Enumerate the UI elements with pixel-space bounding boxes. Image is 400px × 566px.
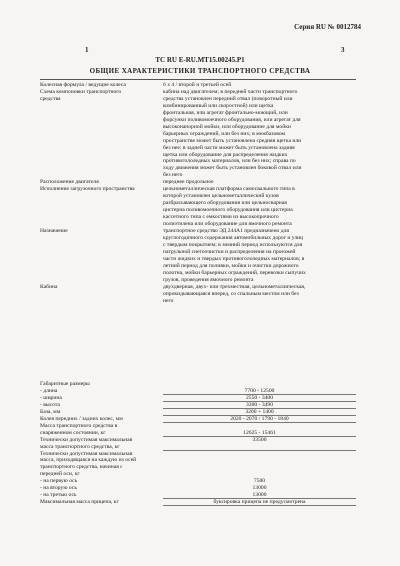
spec-label-line: - ширина xyxy=(40,394,62,401)
spec-row xyxy=(40,388,356,395)
characteristic-row xyxy=(40,228,356,284)
spec-label xyxy=(40,416,163,423)
value-line: цистерна поливомоечного оборудования или цистерна xyxy=(163,207,293,214)
spec-value-line: буксировка прицепа не предусмотрена xyxy=(213,499,306,506)
spec-label-line: Колея передних / задних колес, мм xyxy=(40,415,123,422)
spec-label xyxy=(40,409,163,416)
spec-label xyxy=(40,381,163,388)
spec-label-line: снаряженном состоянии, кг xyxy=(40,429,106,436)
spec-row xyxy=(40,499,356,506)
value-line: которой установлен цельнометаллический кузов xyxy=(163,193,279,200)
spec-label-line: - длина xyxy=(40,387,58,394)
value-line: высоконапорной мойки, или оборудование для мойки xyxy=(163,123,291,130)
spec-label-line: - высота xyxy=(40,401,60,408)
characteristic-label xyxy=(40,284,163,305)
spec-value xyxy=(163,388,356,395)
characteristic-value xyxy=(163,89,356,179)
spec-label-line: Габаритные размеры xyxy=(40,381,90,387)
spec-label-line: Технически допустимая максимальная xyxy=(40,450,133,457)
spec-row xyxy=(40,485,356,492)
value-line: летний период для поливки, мойки и очистки дорожного xyxy=(163,262,299,269)
value-line: без него xyxy=(163,172,183,179)
value-line: двухдверная, двух- или трехместная, цельнометаллическая, xyxy=(163,283,306,290)
spec-label-line: масса, приходящаяся на каждую из осей xyxy=(40,457,137,464)
spec-value xyxy=(163,485,356,492)
characteristic-row xyxy=(40,89,356,179)
spec-label-line: транспортного средства, начиная с xyxy=(40,464,123,471)
spec-value xyxy=(163,437,356,451)
value-line: барьерных ограждений, или без них; в межбазовом xyxy=(163,130,286,137)
value-line: без нее; в задней части может быть установлена задняя xyxy=(163,144,295,151)
spec-row xyxy=(40,451,356,486)
spec-label xyxy=(40,402,163,409)
spec-label xyxy=(40,437,163,451)
label-line: Схема компоновки транспортного xyxy=(40,88,122,95)
spec-label-line: База, мм xyxy=(40,408,61,415)
spec-row xyxy=(40,395,356,402)
value-line: средства установлен передний отвал (поворотный или xyxy=(163,95,293,102)
characteristic-value xyxy=(163,228,356,284)
spec-label-line: - на первую ось xyxy=(40,478,78,485)
value-line: фронтальная, или агрегат фронтально-моющий, или xyxy=(163,109,288,116)
spec-value-line: 33500 xyxy=(252,436,267,443)
value-line: ходу движения может быть установлен боковой отвал или xyxy=(163,165,302,172)
spec-value-line: 3300 - 3490 xyxy=(245,401,274,408)
value-line: него xyxy=(163,297,174,304)
value-line: полиэтилена или оборудование для ямочного ремонта xyxy=(163,221,292,228)
spec-label-line: Максимальная масса прицепа, кг xyxy=(40,499,119,506)
spec-value-line: 3200 + 1400 xyxy=(245,408,274,415)
value-line: кассетного типа с емкостями из высокопрочного xyxy=(163,214,279,221)
spec-value-line xyxy=(163,464,356,471)
spec-value xyxy=(163,423,356,437)
value-line: опрокидывающаяся вперед, со спальным местом или без xyxy=(163,290,299,297)
label-line: Кабина xyxy=(40,283,58,290)
characteristic-label xyxy=(40,89,163,179)
value-line: переднее продольное xyxy=(163,179,214,186)
spec-value xyxy=(163,409,356,416)
spec-label xyxy=(40,499,163,506)
spec-value-line xyxy=(163,471,356,478)
label-line: средства xyxy=(40,95,61,102)
dimensions-table xyxy=(40,381,356,506)
spec-row xyxy=(40,423,356,437)
spec-value-line xyxy=(163,451,356,458)
value-line: грузов, проведения ямочного ремонта xyxy=(163,276,254,283)
page-number-right: 3 xyxy=(341,46,345,54)
spec-row xyxy=(40,381,356,388)
spec-value xyxy=(163,381,356,388)
value-line: щетка или оборудование для распределения жидких xyxy=(163,151,288,158)
spec-label-line: масса транспортного средства, кг xyxy=(40,443,120,450)
characteristic-label xyxy=(40,82,163,89)
spec-row xyxy=(40,492,356,499)
value-line: транспортное средство ЭД 244А1 предназначено для xyxy=(163,228,289,235)
spec-value-line xyxy=(163,381,356,388)
spec-label-line: Технически допустимая максимальная xyxy=(40,436,133,443)
spec-label xyxy=(40,485,163,492)
characteristic-row xyxy=(40,284,356,305)
spec-label xyxy=(40,423,163,437)
value-line: с твердым покрытием; в зимний период используются для xyxy=(163,241,303,248)
value-line: цельнометаллическая платформа самосвального типа в xyxy=(163,186,295,193)
value-line: пространстве может быть установлена средняя щетка или xyxy=(163,137,302,144)
spec-label-line: - на вторую ось xyxy=(40,485,77,492)
spec-row xyxy=(40,402,356,409)
value-line: полотна, мойки барьерных ограждений, перевозки сыпучих xyxy=(163,269,306,276)
page-title: ОБЩИЕ ХАРАКТЕРИСТИКИ ТРАНСПОРТНОГО СРЕДСТВА xyxy=(89,67,311,75)
spec-row xyxy=(40,409,356,416)
value-line: 6 х 4 / второй и третьей осей xyxy=(163,82,232,88)
value-line: разбрасывающего оборудования или цельносварная xyxy=(163,200,287,207)
value-line: патрульной снегоочистки и распределения на проезжей xyxy=(163,248,296,255)
spec-value-line: 7700 - 12500 xyxy=(244,387,275,394)
spec-label xyxy=(40,451,163,486)
value-line: комбинированный или скоростной) или щетка xyxy=(163,102,274,109)
spec-value xyxy=(163,451,356,486)
spec-label xyxy=(40,492,163,499)
characteristic-value xyxy=(163,284,356,305)
characteristic-row xyxy=(40,82,356,89)
characteristic-row xyxy=(40,186,356,228)
spec-row xyxy=(40,437,356,451)
spec-value-line xyxy=(163,457,356,464)
serial-number: Серия RU № 0012784 xyxy=(294,23,361,31)
spec-label-line: - на третью ось xyxy=(40,492,77,499)
label-line: Назначение xyxy=(40,228,68,235)
characteristic-label xyxy=(40,186,163,228)
spec-value xyxy=(163,499,356,506)
spec-value xyxy=(163,395,356,402)
label-line: Колесная формула / ведущие колеса xyxy=(40,82,126,88)
spec-row xyxy=(40,416,356,423)
spec-value-line: 2550 - 3400 xyxy=(245,394,274,401)
spec-value-line: 7500 xyxy=(253,478,266,485)
spec-value-line: 12625 - 15461 xyxy=(243,429,276,436)
value-line: кабина над двигателем; в передней части транспортного xyxy=(163,88,298,95)
spec-label xyxy=(40,395,163,402)
value-line: части жидких и твердых противогололедных материалов; в xyxy=(163,255,305,262)
title-divider xyxy=(40,79,356,80)
spec-label-line: Масса транспортного средства в xyxy=(40,422,118,429)
label-line: Расположение двигателя xyxy=(40,179,99,186)
spec-label xyxy=(40,388,163,395)
spec-value-line xyxy=(163,423,356,430)
spec-value xyxy=(163,402,356,409)
spec-value-line: 13000 xyxy=(252,492,267,499)
document-code: ТС RU E-RU.МТ15.00245.Р1 xyxy=(155,56,245,64)
spec-label-line: передней оси, кг xyxy=(40,471,80,478)
value-line: форсунки поливомоечного оборудования, или агрегат для xyxy=(163,116,301,123)
label-line: Исполнение загрузочного пространства xyxy=(40,186,135,193)
characteristic-value xyxy=(163,186,356,228)
spec-value xyxy=(163,416,356,423)
spec-value-line: 13000 xyxy=(252,485,267,492)
value-line: круглогодичного содержания автомобильных дорог и улиц xyxy=(163,234,304,241)
characteristic-label xyxy=(40,228,163,284)
characteristic-label xyxy=(40,179,163,186)
spec-value-line xyxy=(163,444,356,451)
spec-value-line: 2020 - 2070 / 1790 - 1840 xyxy=(230,415,289,422)
page-number-left: 1 xyxy=(85,46,89,54)
characteristic-value xyxy=(163,82,356,89)
characteristics-table xyxy=(40,82,356,305)
value-line: противогололедных материалов, или без них; справа по xyxy=(163,158,296,165)
